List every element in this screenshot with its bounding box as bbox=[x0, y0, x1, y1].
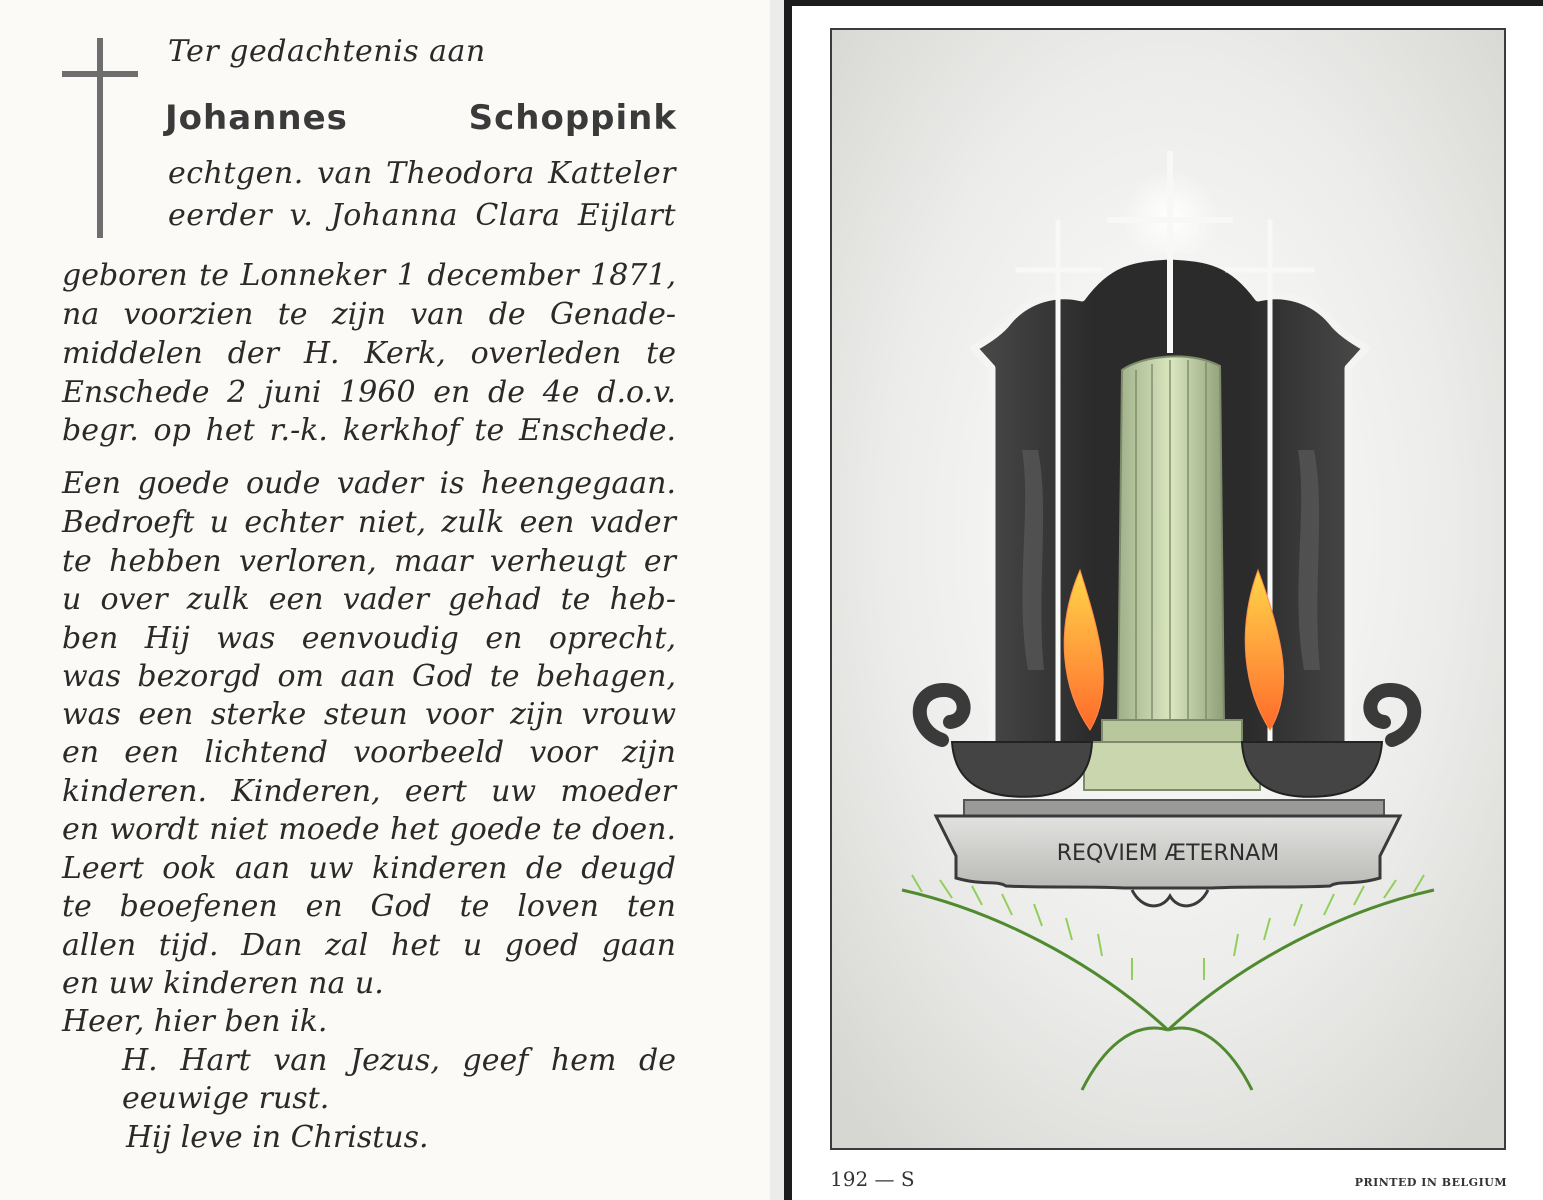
memorial-picture-page bbox=[784, 0, 1543, 1200]
text-line: ben Hij was eenvoudig en oprecht, bbox=[62, 621, 676, 656]
text-line: en uw kinderen na u. bbox=[62, 966, 384, 1001]
cross-icon-bar bbox=[62, 71, 138, 77]
prayer-line: eeuwige rust. bbox=[122, 1081, 330, 1116]
text-line: Leert ook aan uw kinderen de deugd bbox=[62, 851, 676, 886]
devotional-illustration bbox=[830, 28, 1506, 1150]
prayer-line: Hij leve in Christus. bbox=[126, 1120, 429, 1155]
text-line: kinderen. Kinderen, eert uw moeder bbox=[62, 774, 676, 809]
card-number: 192 — S bbox=[830, 1167, 915, 1191]
text-line: Bedroeft u echter niet, zulk een vader bbox=[62, 505, 676, 540]
text-line: Een goede oude vader is heengegaan. bbox=[62, 466, 676, 501]
deceased-name: Johannes Schoppink bbox=[165, 98, 677, 138]
biography-line: Enschede 2 juni 1960 en de 4e d.o.v. bbox=[62, 375, 676, 410]
text-line: was een sterke steun voor zijn vrouw bbox=[62, 697, 676, 732]
text-line: en wordt niet moede het goede te doen. bbox=[62, 812, 676, 847]
prayer-line: H. Hart van Jezus, geef hem de bbox=[122, 1043, 676, 1078]
biography-line: na voorzien te zijn van de Genade- bbox=[62, 297, 676, 332]
memorial-intro: Ter gedachtenis aan bbox=[168, 34, 486, 69]
biography-line: geboren te Lonneker 1 december 1871, bbox=[62, 258, 676, 293]
printer-credit: PRINTED IN BELGIUM bbox=[1354, 1176, 1507, 1189]
spouse-line: echtgen. van Theodora Katteler bbox=[168, 156, 676, 191]
page-separator bbox=[770, 0, 784, 1200]
text-line: allen tijd. Dan zal het u goed gaan bbox=[62, 928, 676, 963]
biography-line: middelen der H. Kerk, overleden te bbox=[62, 336, 676, 371]
text-line: Heer, hier ben ik. bbox=[62, 1004, 328, 1039]
plaque-inscription: REQVIEM ÆTERNAM bbox=[1056, 841, 1280, 866]
former-spouse-line: eerder v. Johanna Clara Eijlart bbox=[168, 198, 676, 233]
text-line: en een lichtend voorbeeld voor zijn bbox=[62, 735, 676, 770]
text-line: te hebben verloren, maar verheugt er bbox=[62, 544, 676, 579]
biography-line: begr. op het r.-k. kerkhof te Enschede. bbox=[62, 413, 676, 448]
text-line: u over zulk een vader gehad te heb- bbox=[62, 582, 676, 617]
cross-icon bbox=[97, 38, 103, 238]
text-line: te beoefenen en God te loven ten bbox=[62, 889, 676, 924]
memorial-text-page bbox=[0, 0, 770, 1200]
text-line: was bezorgd om aan God te behagen, bbox=[62, 659, 676, 694]
